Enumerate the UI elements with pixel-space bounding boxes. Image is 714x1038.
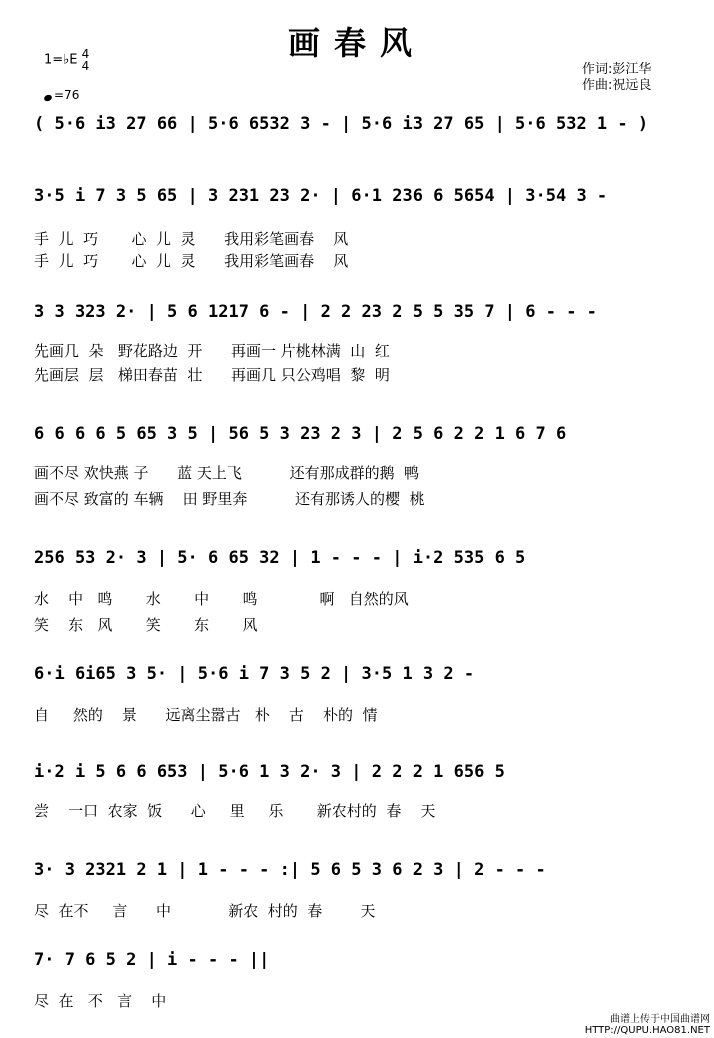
key-prefix: 1= (44, 52, 64, 68)
song-title: 画春风 (287, 24, 426, 62)
time-bottom: 4 (81, 59, 90, 73)
lyric-row-3-verse-1: 先画几 朵 野花路边 开 再画一 片桃林满 山 红 (34, 342, 390, 360)
notation-row-5: 256 53 2· 3 | 5· 6 65 32 | 1 - - - | i·2 535 6 5 (34, 548, 526, 568)
notation-row-3: 3 3 323 2· | 5 6 1217 6 - | 2 2 23 2 5 5 35 7 | 6 - - - (34, 302, 597, 322)
lyric-row-6-verse-1: 自 然的 景 远离尘嚣古 朴 古 朴的 情 (34, 706, 378, 724)
notation-row-9: 7· 7 6 5 2 | i - - - || (34, 950, 270, 970)
lyric-row-8-verse-1: 尽 在不 言 中 新农 村的 春 天 (34, 902, 376, 920)
composer-credit: 作曲:祝远良 (582, 78, 652, 93)
lyric-row-7-verse-1: 尝 一口 农家 饭 心 里 乐 新农村的 春 天 (34, 802, 436, 820)
lyric-row-2-verse-1: 手 儿 巧 心 儿 灵 我用彩笔画春 风 (34, 230, 349, 248)
tempo-marking (44, 88, 79, 102)
lyric-row-4-verse-2: 画不尽 致富的 车辆 田 野里奔 还有那诱人的樱 桃 (34, 490, 425, 508)
credits (582, 62, 651, 94)
lyric-row-2-verse-2: 手 儿 巧 心 儿 灵 我用彩笔画春 风 (34, 252, 349, 270)
lyric-row-5-verse-2: 笑 东 风 笑 东 风 (34, 616, 258, 634)
key-flat: ♭E (63, 52, 78, 68)
notation-row-2: 3·5 i 7 3 5 65 | 3 231 23 2· | 6·1 236 6 5654 | 3·54 3 - (34, 186, 608, 206)
watermark (585, 1014, 710, 1036)
notation-row-7: i·2 i 5 6 6 653 | 5·6 1 3 2· 3 | 2 2 2 1 656 5 (34, 762, 505, 782)
lyric-row-5-verse-1: 水 中 鸣 水 中 鸣 啊 自然的风 (34, 590, 409, 608)
notation-row-6: 6·i 6i65 3 5· | 5·6 i 7 3 5 2 | 3·5 1 3 2 - (34, 664, 475, 684)
time-top: 4 (81, 47, 90, 61)
notation-row-4: 6 6 6 6 5 65 3 5 | 56 5 3 23 2 3 | 2 5 6 2 2 1 6 7 6 (34, 424, 567, 444)
time-signature (82, 48, 90, 72)
lyric-row-9-verse-1: 尽 在 不 言 中 (34, 992, 167, 1010)
lyricist-credit: 作词:彭江华 (582, 62, 652, 77)
lyric-row-4-verse-1: 画不尽 欢快燕 子 蓝 天上飞 还有那成群的鹅 鸭 (34, 464, 420, 482)
key-signature (44, 48, 89, 72)
quarter-note-icon (43, 94, 53, 102)
tempo-value: =76 (54, 88, 80, 102)
notation-row-8: 3· 3 2321 2 1 | 1 - - - :| 5 6 5 3 6 2 3 | 2 - - - (34, 860, 546, 880)
watermark-line-1: 曲谱上传于中国曲谱网 (610, 1014, 710, 1025)
watermark-line-2: HTTP://QUPU.HAO81.NET (584, 1025, 710, 1036)
lyric-row-3-verse-2: 先画层 层 梯田春苗 壮 再画几 只公鸡唱 黎 明 (34, 366, 390, 384)
notation-row-1: ( 5·6 i3 27 66 | 5·6 6532 3 - | 5·6 i3 27 65 | 5·6 532 1 - ) (34, 114, 649, 134)
